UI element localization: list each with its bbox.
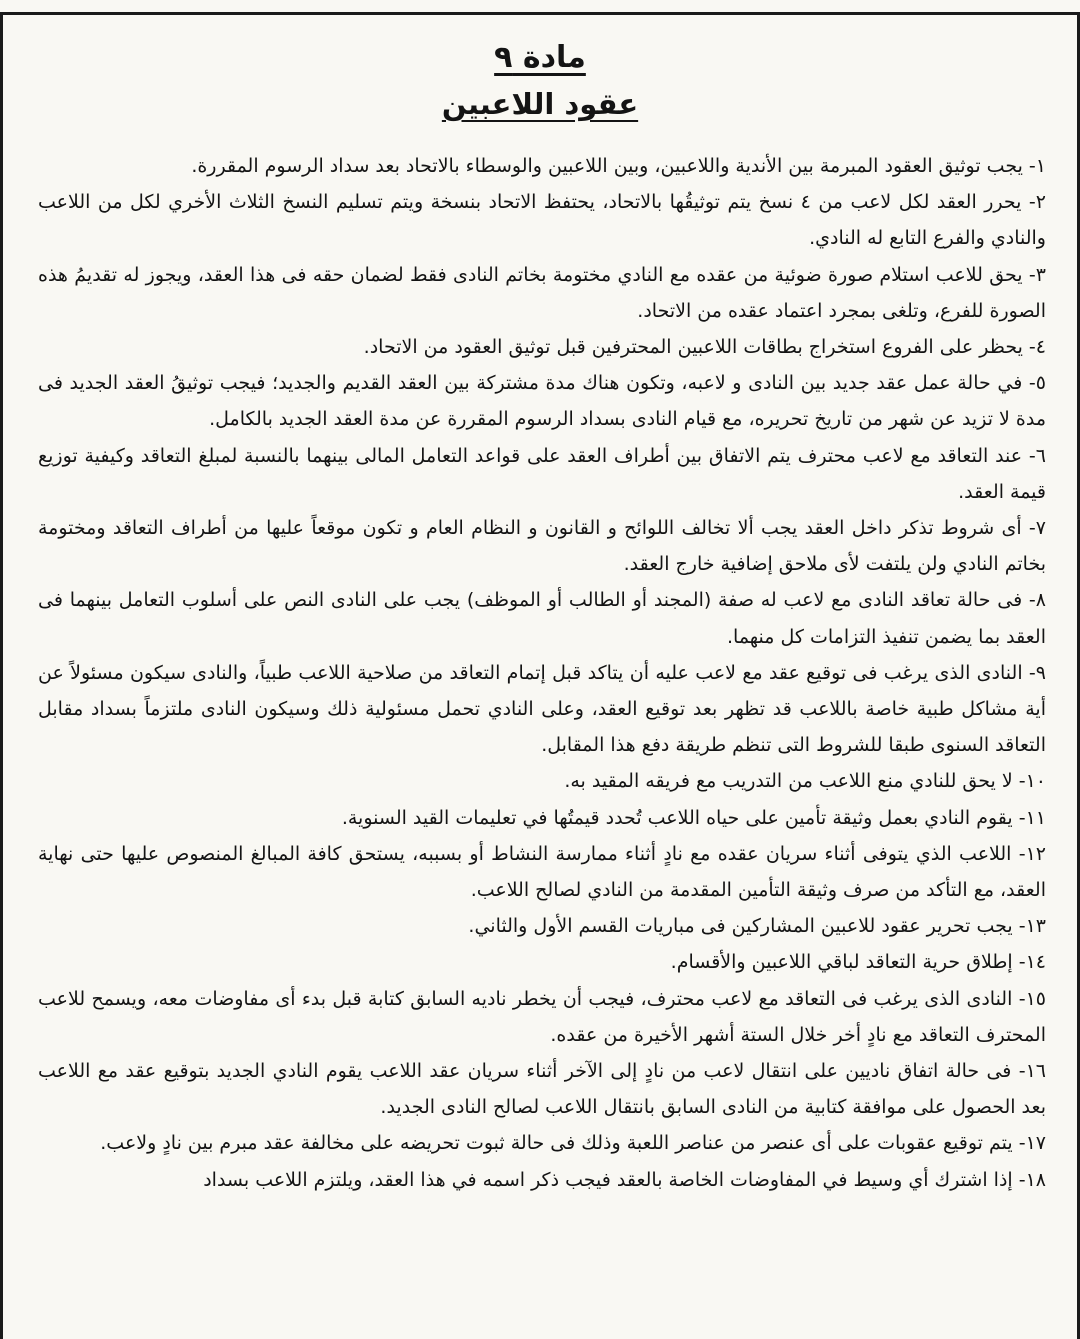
clause-3: ٣- يحق للاعب استلام صورة ضوئية من عقده مع النادي مختومة بخاتم النادى فقط لضمان حقه فى هذا العقد، ويجوز له تقديمُ هذه الصورة للفرع، وتلغى بمجرد اعتماد عقده من الاتحاد. bbox=[38, 263, 1046, 322]
clause-9: ٩- النادى الذى يرغب فى توقيع عقد مع لاعب عليه أن يتاكد قبل إتمام التعاقد من صلاحية اللاعب طبياً، والنادى سيكون مسئولاً عن أية مشاكل طبية خاصة باللاعب قد تظهر بعد توقيع العقد، وعلى النادي تحمل مسئولية ذلك وسيكون النادى ملتزماً بسداد مقابل التعاقد السنوى طبقا للشروط التى تنظم طريقة دفع هذا المقابل. bbox=[38, 661, 1046, 757]
clause-4: ٤- يحظر على الفروع استخراج بطاقات اللاعبين المحترفين قبل توثيق العقود من الاتحاد. bbox=[363, 336, 1046, 359]
clause-10: ١٠- لا يحق للنادي منع اللاعب من التدريب مع فريقه المقيد به. bbox=[564, 770, 1046, 793]
clause-15: ١٥- النادى الذى يرغب فى التعاقد مع لاعب محترف، فيجب أن يخطر ناديه السابق كتابة قبل بدء أى مفاوضات معه، ويسمح للاعب المحترف التعاقد مع نادٍ أخر خلال الستة أشهر الأخيرة من عقده. bbox=[38, 987, 1046, 1046]
article-header bbox=[0, 36, 1080, 126]
clause-13: ١٣- يجب تحرير عقود للاعبين المشاركين فى مباريات القسم الأول والثاني. bbox=[468, 915, 1046, 938]
article-subtitle: عقود اللاعبين bbox=[441, 87, 639, 121]
clause-7: ٧- أى شروط تذكر داخل العقد يجب ألا تخالف اللوائح و القانون و النظام العام و تكون موقعاً عليها من أطراف التعاقد ومختومة بخاتم النادي ولن يلتفت لأى ملاحق إضافية خارج العقد. bbox=[38, 517, 1046, 576]
clause-6: ٦- عند التعاقد مع لاعب محترف يتم الاتفاق بين أطراف العقد على قواعد التعامل المالى بينهما بالنسبة لمبلغ التعاقد وكيفية توزيع قيمة العقد. bbox=[38, 444, 1046, 503]
clause-18: ١٨- إذا اشترك أي وسيط في المفاوضات الخاصة بالعقد فيجب ذكر اسمه في هذا العقد، ويلتزم اللاعب بسداد bbox=[203, 1168, 1046, 1191]
clause-14: ١٤- إطلاق حرية التعاقد لباقي اللاعبين والأقسام. bbox=[670, 951, 1046, 974]
clauses-list bbox=[38, 148, 1046, 1198]
clause-11: ١١- يقوم النادي بعمل وثيقة تأمين على حياه اللاعب تُحدد قيمتُها في تعليمات القيد السنوية. bbox=[341, 806, 1046, 829]
clause-8: ٨- فى حالة تعاقد النادى مع لاعب له صفة (المجند أو الطالب أو الموظف) يجب على النادى النص على أسلوب التعامل بينهما فى العقد بما يضمن تنفيذ التزامات كل منهما. bbox=[38, 589, 1046, 648]
clause-16: ١٦- فى حالة اتفاق ناديين على انتقال لاعب من نادٍ إلى الآخر أثناء سريان عقد اللاعب يقوم النادي الجديد بتوقيع عقد مع اللاعب بعد الحصول على موافقة كتابية من النادى السابق بانتقال اللاعب لصالح النادى الجديد. bbox=[38, 1060, 1046, 1119]
page-border-left bbox=[0, 12, 3, 1339]
article-title: مادة ٩ bbox=[494, 40, 586, 75]
clause-17: ١٧- يتم توقيع عقوبات على أى عنصر من عناصر اللعبة وذلك فى حالة ثبوت تحريضه على مخالفة عقد مبرم بين نادٍ ولاعب. bbox=[100, 1132, 1046, 1155]
clause-5: ٥- في حالة عمل عقد جديد بين النادى و لاعبه، وتكون هناك مدة مشتركة بين العقد القديم والجديد؛ فيجب توثيقُ العقد الجديد فى مدة لا تزيد عن شهر من تاريخ تحريره، مع قيام النادى بسداد الرسوم المقررة عن مدة العقد الجديد بالكامل. bbox=[38, 372, 1046, 431]
clause-12: ١٢- اللاعب الذي يتوفى أثناء سريان عقده مع نادٍ أثناء ممارسة النشاط أو بسببه، يستحق كافة المبالغ المنصوص عليها حتى نهاية العقد، مع التأكد من صرف وثيقة التأمين المقدمة من النادي لصالح اللاعب. bbox=[38, 842, 1046, 902]
page-border-top bbox=[0, 12, 1080, 15]
clause-1: ١- يجب توثيق العقود المبرمة بين الأندية واللاعبين، وبين اللاعبين والوسطاء بالاتحاد بعد سداد الرسوم المقررة. bbox=[191, 155, 1046, 177]
clause-2: ٢- يحرر العقد لكل لاعب من ٤ نسخ يتم توثيقُها بالاتحاد، يحتفظ الاتحاد بنسخة ويتم تسليم النسخ الثلاث الأخري لكل من اللاعب والنادي والفرع التابع له النادي. bbox=[38, 191, 1046, 250]
